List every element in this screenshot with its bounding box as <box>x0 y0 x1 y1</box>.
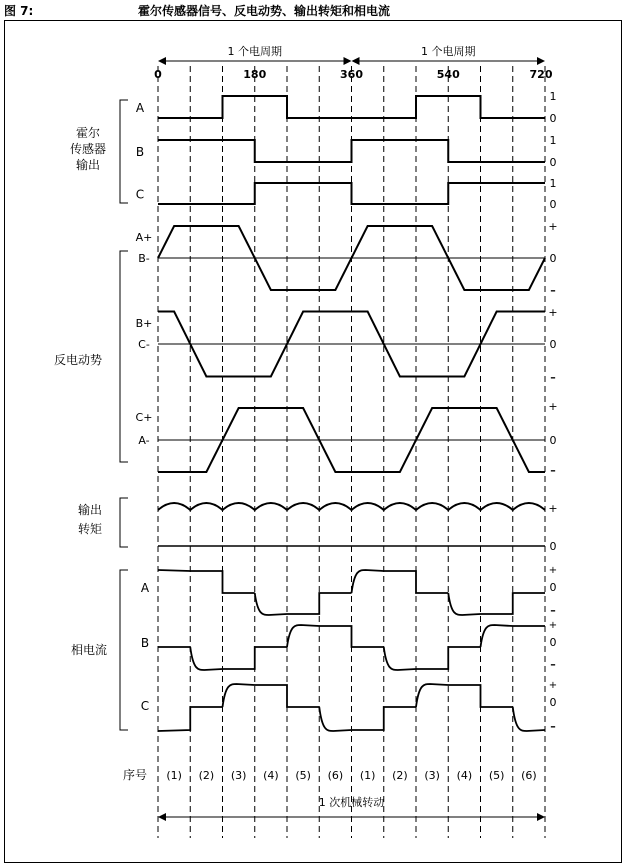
sequence-step: (6) <box>521 769 537 782</box>
sequence-step: (5) <box>295 769 311 782</box>
current-zero-label: 0 <box>549 581 557 594</box>
sequence-step: (3) <box>230 769 247 782</box>
group-bracket <box>120 251 128 462</box>
degree-label: 180 <box>243 68 267 81</box>
sequence-step: (2) <box>198 769 215 782</box>
hall-high-label: 1 <box>549 177 557 190</box>
bemf-minus-label: – <box>550 464 556 477</box>
mechanical-rotation-annotation <box>158 795 545 821</box>
bemf-group-label: 反电动势 <box>53 353 103 367</box>
rotation-arrow-head <box>158 813 166 821</box>
hall-low-label: 0 <box>549 112 557 125</box>
hall-high-label: 1 <box>549 90 557 103</box>
hall-sensor-signals <box>136 90 557 211</box>
bemf-zero-label: 0 <box>549 338 557 351</box>
hall-row-label: B <box>135 145 145 159</box>
hall-group-label: 传感器 <box>69 142 107 156</box>
bemf-zero-label: 0 <box>549 434 557 447</box>
current-zero-label: 0 <box>549 636 557 649</box>
hall-group-label: 输出 <box>75 158 101 172</box>
output-torque-waveform <box>158 502 558 553</box>
sequence-step: (6) <box>327 769 344 782</box>
current-row-label: A <box>140 581 150 595</box>
phase-current-waveforms <box>141 565 557 733</box>
current-plus-label: + <box>548 565 558 576</box>
group-bracket <box>120 498 128 547</box>
bemf-plus-label: + <box>548 400 558 413</box>
sequence-step: (2) <box>392 769 408 782</box>
rotation-label: 1 次机械转动 <box>318 796 385 809</box>
current-plus-label: + <box>548 680 558 691</box>
sequence-step: (1) <box>166 769 182 782</box>
phase-current-b <box>158 625 545 670</box>
period-label: 1 个电周期 <box>227 45 282 58</box>
period-arrow-head <box>352 57 360 65</box>
figure-number: 图 7: <box>4 4 34 18</box>
hall-signal-c <box>158 183 545 204</box>
rotation-arrow-head <box>537 813 545 821</box>
back-emf-waveforms <box>136 220 558 477</box>
sequence-step: (4) <box>456 769 473 782</box>
hall-group-label: 霍尔 <box>75 126 101 140</box>
bemf-minus-label: – <box>550 371 556 384</box>
bemf-plus-label: + <box>548 306 558 319</box>
period-arrow-head <box>344 57 352 65</box>
degree-label: 540 <box>436 68 460 81</box>
sequence-step: (4) <box>263 769 279 782</box>
group-bracket <box>120 570 128 730</box>
torque-zero-label: 0 <box>549 540 557 553</box>
bemf-top-label: B+ <box>135 317 153 330</box>
hall-row-label: A <box>135 101 145 115</box>
current-row-label: C <box>140 699 150 713</box>
bemf-bottom-label: B- <box>138 252 150 265</box>
torque-group-label: 输出 <box>77 503 103 517</box>
period-arrow-head <box>158 57 166 65</box>
torque-group-label: 转矩 <box>77 522 103 536</box>
hall-row-label: C <box>135 187 145 202</box>
sequence-step: (5) <box>488 769 505 782</box>
current-zero-label: 0 <box>549 696 557 709</box>
current-minus-label: – <box>550 604 556 617</box>
group-bracket <box>120 100 128 203</box>
current-minus-label: – <box>550 658 556 671</box>
current-row-label: B <box>140 636 150 650</box>
degree-label: 0 <box>154 68 162 81</box>
figure-caption: 霍尔传感器信号、反电动势、输出转矩和相电流 <box>138 4 391 18</box>
bemf-bottom-label: A- <box>138 434 150 447</box>
hall-low-label: 0 <box>549 198 557 211</box>
sequence-row <box>123 767 537 782</box>
degree-label: 360 <box>340 68 363 81</box>
hall-low-label: 0 <box>549 156 557 169</box>
header-period-annotations <box>154 44 553 81</box>
bemf-bottom-label: C- <box>138 338 150 351</box>
current-plus-label: + <box>548 620 558 631</box>
current-group-label: 相电流 <box>70 643 108 657</box>
degree-label: 720 <box>529 68 553 81</box>
bemf-zero-label: 0 <box>549 252 557 265</box>
bemf-top-label: C+ <box>135 411 153 424</box>
hall-high-label: 1 <box>549 134 557 147</box>
torque-plus-label: + <box>548 502 558 515</box>
hall-signal-b <box>158 140 545 162</box>
period-arrow-head <box>537 57 545 65</box>
bemf-minus-label: – <box>550 284 556 297</box>
group-labels <box>54 100 128 730</box>
bemf-plus-label: + <box>548 220 558 233</box>
sequence-step: (3) <box>424 769 440 782</box>
sequence-step: (1) <box>359 769 376 782</box>
period-label: 1 个电周期 <box>421 45 476 58</box>
current-minus-label: – <box>550 720 556 733</box>
bemf-top-label: A+ <box>135 231 153 244</box>
sequence-label: 序号 <box>122 768 148 782</box>
